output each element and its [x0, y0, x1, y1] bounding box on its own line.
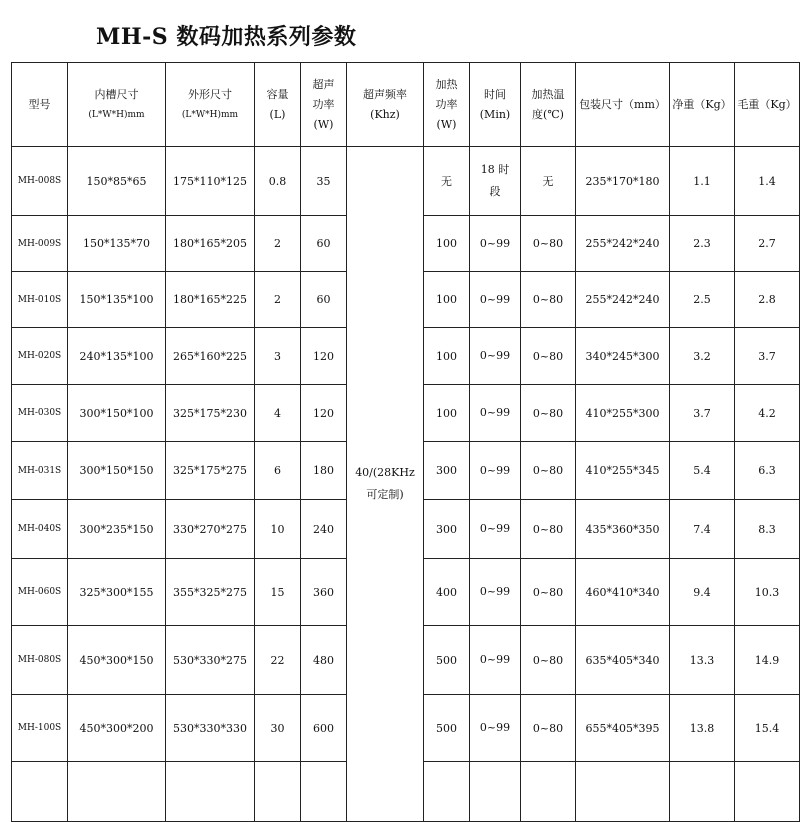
cell-heating-power: 100 [424, 216, 470, 272]
cell-time [470, 500, 521, 559]
time-value-cont: 段 [489, 185, 501, 198]
header-inner-size-label: 内槽尺寸 [94, 87, 139, 101]
cell-inner-size: 150*135*100 [68, 272, 166, 328]
cell-outer-size: 180*165*205 [166, 216, 255, 272]
cell-heating-power: 500 [424, 695, 470, 762]
cell-model: MH-008S [12, 147, 68, 216]
cell-net-weight: 13.8 [670, 695, 735, 762]
cell-outer-size: 530*330*275 [166, 626, 255, 695]
time-value: 0~99 [479, 463, 511, 477]
cell-empty [424, 762, 470, 822]
time-value: 0~99 [479, 349, 511, 362]
header-capacity-label: 容量 [266, 87, 289, 101]
header-outer-size-unit: (L*W*H)mm [181, 109, 239, 120]
cell-time [470, 559, 521, 626]
cell-model: MH-040S [12, 500, 68, 559]
cell-package-size: 255*242*240 [576, 216, 670, 272]
cell-net-weight: 9.4 [670, 559, 735, 626]
cell-model: MH-080S [12, 626, 68, 695]
cell-net-weight: 13.3 [670, 626, 735, 695]
header-model: 型号 [12, 63, 68, 147]
time-value: 18 时 [480, 163, 510, 176]
cell-capacity: 22 [255, 626, 301, 695]
cell-package-size: 655*405*395 [576, 695, 670, 762]
spec-table [11, 62, 800, 822]
cell-model: MH-010S [12, 272, 68, 328]
cell-time [470, 328, 521, 385]
cell-ultrasonic-power: 240 [301, 500, 347, 559]
cell-model: MH-009S [12, 216, 68, 272]
cell-outer-size: 265*160*225 [166, 328, 255, 385]
cell-package-size: 460*410*340 [576, 559, 670, 626]
cell-ultrasonic-frequency [347, 147, 424, 822]
cell-ultrasonic-power: 35 [301, 147, 347, 216]
cell-inner-size: 150*135*70 [68, 216, 166, 272]
header-outer-size [166, 63, 255, 147]
cell-heating-power: 300 [424, 442, 470, 500]
cell-time [470, 216, 521, 272]
time-value: 0~99 [479, 721, 511, 734]
header-heating-temperature [521, 63, 576, 147]
cell-net-weight: 2.5 [670, 272, 735, 328]
cell-empty [255, 762, 301, 822]
cell-empty [166, 762, 255, 822]
cell-capacity: 4 [255, 385, 301, 442]
header-inner-size [68, 63, 166, 147]
cell-heating-power: 400 [424, 559, 470, 626]
cell-empty [735, 762, 800, 822]
cell-heating-power: 100 [424, 272, 470, 328]
cell-heating-temperature: 无 [521, 147, 576, 216]
header-us-freq-unit: (Khz) [370, 107, 400, 121]
cell-inner-size: 300*150*100 [68, 385, 166, 442]
cell-package-size: 410*255*300 [576, 385, 670, 442]
cell-empty [68, 762, 166, 822]
cell-outer-size: 355*325*275 [166, 559, 255, 626]
cell-inner-size: 450*300*200 [68, 695, 166, 762]
time-value: 0~99 [479, 522, 511, 535]
cell-net-weight: 5.4 [670, 442, 735, 500]
cell-time [470, 385, 521, 442]
cell-model: MH-020S [12, 328, 68, 385]
header-ultrasonic-frequency [347, 63, 424, 147]
cell-capacity: 6 [255, 442, 301, 500]
cell-package-size: 635*405*340 [576, 626, 670, 695]
cell-ultrasonic-power: 60 [301, 272, 347, 328]
header-capacity-unit: (L) [269, 107, 286, 121]
cell-outer-size: 325*175*275 [166, 442, 255, 500]
cell-inner-size: 150*85*65 [68, 147, 166, 216]
cell-inner-size: 300*150*150 [68, 442, 166, 500]
cell-gross-weight: 3.7 [735, 328, 800, 385]
frequency-line2: 可定制) [366, 488, 404, 501]
cell-outer-size: 180*165*225 [166, 272, 255, 328]
cell-gross-weight: 4.2 [735, 385, 800, 442]
cell-net-weight: 3.2 [670, 328, 735, 385]
cell-model: MH-100S [12, 695, 68, 762]
cell-empty [576, 762, 670, 822]
cell-package-size: 410*255*345 [576, 442, 670, 500]
cell-empty [470, 762, 521, 822]
header-us-power-line1: 超声 [312, 77, 335, 91]
header-temp-line2: 度(℃) [532, 107, 564, 121]
frequency-line1: 40/(28KHz [355, 466, 415, 479]
header-heating-power [424, 63, 470, 147]
cell-inner-size: 325*300*155 [68, 559, 166, 626]
header-us-freq-label: 超声频率 [363, 87, 407, 101]
cell-heating-temperature: 0~80 [521, 626, 576, 695]
header-net-weight: 净重（Kg） [670, 63, 735, 147]
cell-capacity: 2 [255, 272, 301, 328]
cell-heating-temperature: 0~80 [521, 559, 576, 626]
cell-package-size: 435*360*350 [576, 500, 670, 559]
cell-net-weight: 2.3 [670, 216, 735, 272]
cell-package-size: 235*170*180 [576, 147, 670, 216]
cell-heating-temperature: 0~80 [521, 385, 576, 442]
header-heat-power-line1: 加热 [435, 77, 458, 91]
cell-gross-weight: 15.4 [735, 695, 800, 762]
cell-heating-power: 无 [424, 147, 470, 216]
cell-outer-size: 330*270*275 [166, 500, 255, 559]
header-temp-line1: 加热温 [531, 87, 565, 101]
cell-ultrasonic-power: 180 [301, 442, 347, 500]
cell-net-weight: 7.4 [670, 500, 735, 559]
cell-empty [521, 762, 576, 822]
cell-heating-temperature: 0~80 [521, 500, 576, 559]
cell-ultrasonic-power: 120 [301, 385, 347, 442]
cell-outer-size: 175*110*125 [166, 147, 255, 216]
time-value: 0~99 [479, 236, 511, 250]
cell-capacity: 0.8 [255, 147, 301, 216]
header-capacity [255, 63, 301, 147]
cell-ultrasonic-power: 600 [301, 695, 347, 762]
cell-gross-weight: 6.3 [735, 442, 800, 500]
cell-heating-temperature: 0~80 [521, 216, 576, 272]
cell-time [470, 442, 521, 500]
cell-empty [12, 762, 68, 822]
cell-capacity: 3 [255, 328, 301, 385]
cell-model: MH-060S [12, 559, 68, 626]
cell-time [470, 626, 521, 695]
cell-heating-temperature: 0~80 [521, 442, 576, 500]
cell-heating-temperature: 0~80 [521, 272, 576, 328]
cell-heating-temperature: 0~80 [521, 328, 576, 385]
header-heat-power-line2: 功率 [435, 97, 458, 111]
cell-model: MH-030S [12, 385, 68, 442]
header-ultrasonic-power [301, 63, 347, 147]
cell-gross-weight: 14.9 [735, 626, 800, 695]
header-outer-size-label: 外形尺寸 [188, 87, 232, 101]
cell-ultrasonic-power: 60 [301, 216, 347, 272]
cell-gross-weight: 10.3 [735, 559, 800, 626]
cell-heating-power: 300 [424, 500, 470, 559]
header-time-unit: (Min) [479, 107, 511, 121]
cell-inner-size: 240*135*100 [68, 328, 166, 385]
cell-gross-weight: 2.7 [735, 216, 800, 272]
cell-ultrasonic-power: 120 [301, 328, 347, 385]
cell-time [470, 695, 521, 762]
cell-gross-weight: 1.4 [735, 147, 800, 216]
cell-capacity: 15 [255, 559, 301, 626]
cell-capacity: 30 [255, 695, 301, 762]
header-time-label: 时间 [484, 87, 506, 101]
cell-outer-size: 325*175*230 [166, 385, 255, 442]
cell-package-size: 340*245*300 [576, 328, 670, 385]
cell-gross-weight: 2.8 [735, 272, 800, 328]
cell-time [470, 272, 521, 328]
header-us-power-unit: (W) [313, 117, 334, 131]
cell-capacity: 10 [255, 500, 301, 559]
table-row [12, 147, 800, 216]
header-us-power-line2: 功率 [312, 97, 335, 111]
cell-heating-power: 500 [424, 626, 470, 695]
cell-ultrasonic-power: 480 [301, 626, 347, 695]
cell-model: MH-031S [12, 442, 68, 500]
header-package-size: 包装尺寸（mm） [576, 63, 670, 147]
header-gross-weight: 毛重（Kg） [735, 63, 800, 147]
cell-inner-size: 450*300*150 [68, 626, 166, 695]
cell-gross-weight: 8.3 [735, 500, 800, 559]
time-value: 0~99 [479, 585, 511, 598]
time-value: 0~99 [479, 292, 511, 306]
header-row [12, 63, 800, 147]
cell-time [470, 147, 521, 216]
time-value: 0~99 [479, 653, 511, 666]
cell-net-weight: 3.7 [670, 385, 735, 442]
cell-net-weight: 1.1 [670, 147, 735, 216]
cell-heating-power: 100 [424, 328, 470, 385]
cell-empty [670, 762, 735, 822]
header-inner-size-unit: (L*W*H)mm [88, 109, 145, 120]
cell-empty [301, 762, 347, 822]
cell-heating-temperature: 0~80 [521, 695, 576, 762]
document-title: MH-S 数码加热系列参数 [96, 24, 357, 50]
cell-outer-size: 530*330*330 [166, 695, 255, 762]
time-value: 0~99 [479, 406, 511, 419]
header-heat-power-unit: (W) [436, 117, 457, 131]
cell-heating-power: 100 [424, 385, 470, 442]
cell-inner-size: 300*235*150 [68, 500, 166, 559]
header-time [470, 63, 521, 147]
cell-capacity: 2 [255, 216, 301, 272]
cell-ultrasonic-power: 360 [301, 559, 347, 626]
cell-package-size: 255*242*240 [576, 272, 670, 328]
